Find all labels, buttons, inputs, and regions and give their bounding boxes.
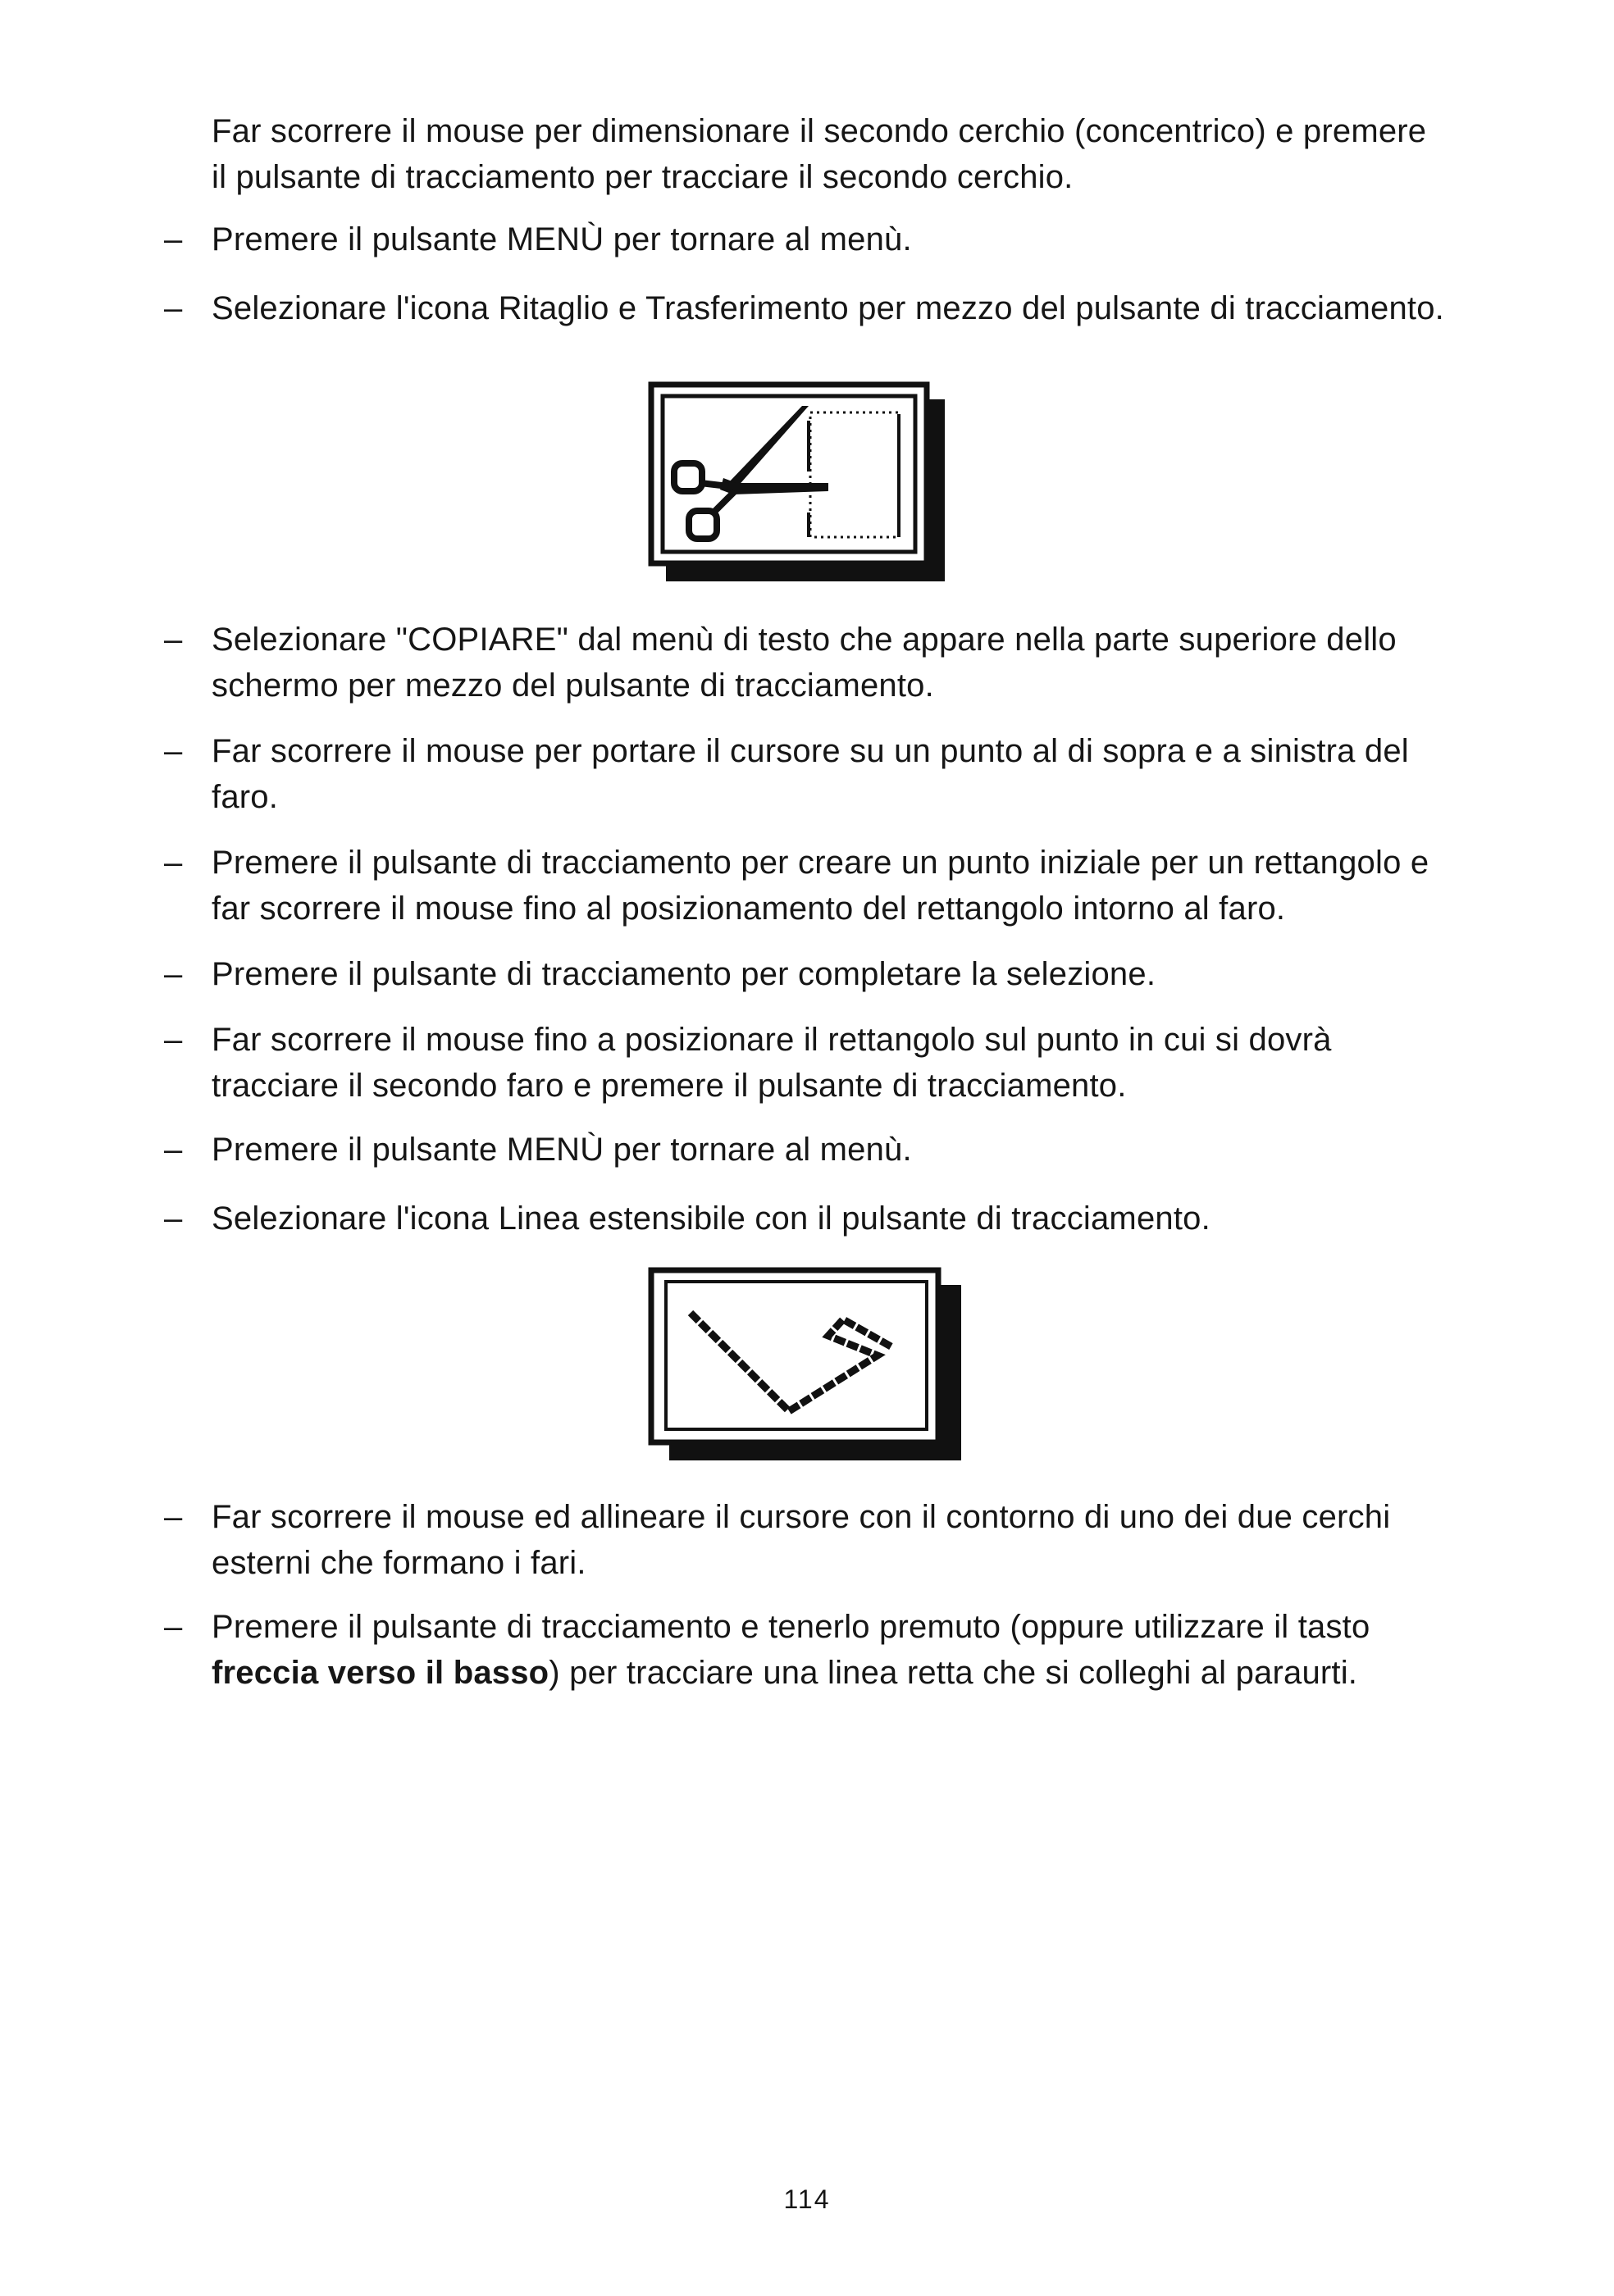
list-item — [164, 728, 1452, 820]
last-step-text-after: ) per tracciare una linea retta che si colleghi al paraurti. — [549, 1655, 1358, 1691]
intro-paragraph — [212, 108, 1450, 200]
list-dash: – — [164, 1022, 183, 1058]
list-item-text: Premere il pulsante di tracciamento per completare la selezione. — [212, 956, 1156, 992]
list-item-text — [212, 1604, 1452, 1696]
list-item — [164, 1196, 1452, 1241]
list-dash: – — [164, 290, 183, 326]
list-item — [164, 840, 1452, 932]
list-dash: – — [164, 845, 183, 881]
list-item — [164, 285, 1452, 331]
list-item-text: Far scorrere il mouse ed allineare il cursore con il contorno di uno dei due cerchi esterni che formano i fari. — [212, 1499, 1391, 1581]
list-dash: – — [164, 733, 183, 769]
list-item-text: Selezionare l'icona Linea estensibile con il pulsante di tracciamento. — [212, 1200, 1210, 1237]
list-item-text: Premere il pulsante MENÙ per tornare al menù. — [212, 1132, 912, 1168]
list-dash: – — [164, 1609, 183, 1645]
last-step-text-bold: freccia verso il basso — [212, 1655, 549, 1691]
list-item — [164, 1127, 1452, 1173]
list-item-text: Far scorrere il mouse per portare il cursore su un punto al di sopra e a sinistra del faro. — [212, 733, 1409, 815]
list-item — [164, 1494, 1452, 1586]
list-item-text: Selezionare l'icona Ritaglio e Trasferimento per mezzo del pulsante di tracciamento. — [212, 290, 1444, 326]
page-number: 114 — [783, 2184, 831, 2214]
last-step-text-before: Premere il pulsante di tracciamento e tenerlo premuto (oppure utilizzare il tasto — [212, 1609, 1370, 1645]
list-item — [164, 1604, 1452, 1696]
list-item-text: Premere il pulsante MENÙ per tornare al menù. — [212, 221, 912, 257]
list-dash: – — [164, 622, 183, 658]
list-dash: – — [164, 956, 183, 992]
list-dash: – — [164, 1200, 183, 1237]
list-dash: – — [164, 1132, 183, 1168]
intro-paragraph-text: Far scorrere il mouse per dimensionare il secondo cerchio (concentrico) e premere il pulsante di tracciamento per tracciare il secondo cerchio. — [212, 113, 1427, 195]
list-item — [164, 216, 1452, 262]
list-item-text: Premere il pulsante di tracciamento per creare un punto iniziale per un rettangolo e far scorrere il mouse fino al posizionamento del rettangolo intorno al faro. — [212, 845, 1429, 927]
list-item-text: Far scorrere il mouse fino a posizionare il rettangolo sul punto in cui si dovrà tracciare il secondo faro e premere il pulsante di tracciamento. — [212, 1022, 1332, 1104]
list-dash: – — [164, 1499, 183, 1535]
list-item — [164, 951, 1452, 997]
cut-and-paste-icon — [648, 381, 951, 586]
list-item — [164, 1017, 1452, 1109]
list-dash: – — [164, 221, 183, 257]
list-item-text: Selezionare "COPIARE" dal menù di testo che appare nella parte superiore dello schermo per mezzo del pulsante di tracciamento. — [212, 622, 1397, 704]
list-item — [164, 617, 1452, 708]
rubber-band-line-icon — [648, 1267, 968, 1468]
